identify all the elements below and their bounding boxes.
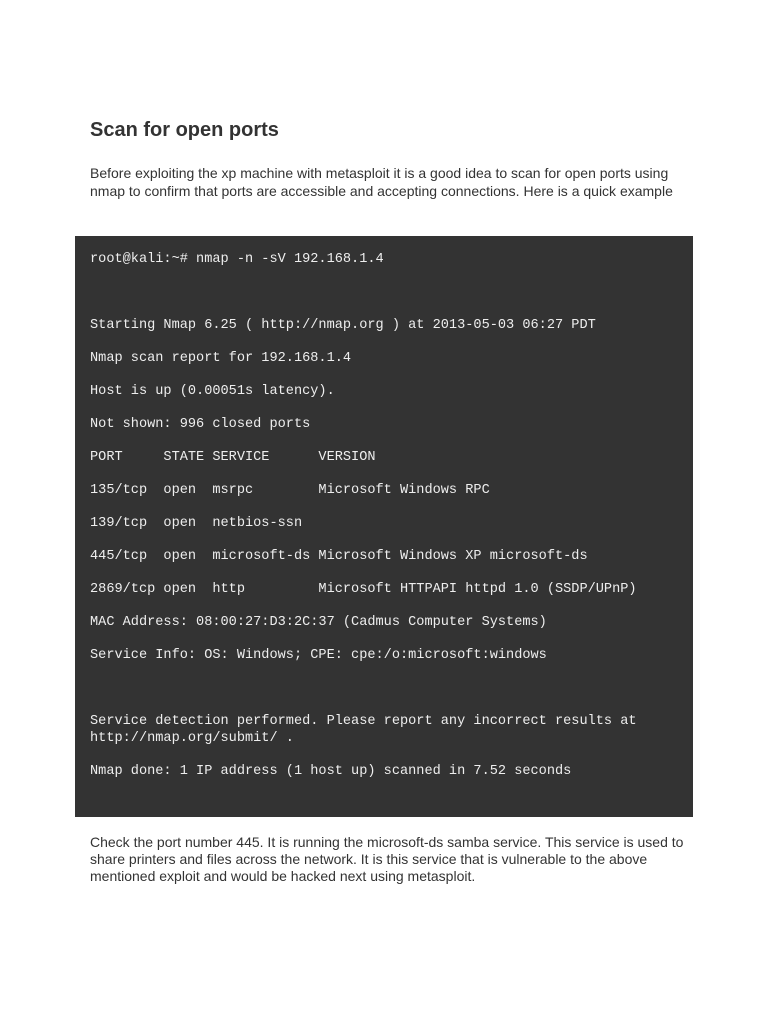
terminal-port-row: 139/tcp open netbios-ssn xyxy=(90,516,303,531)
terminal-host-up-line: Host is up (0.00051s latency). xyxy=(90,384,335,399)
terminal-done-line: Nmap done: 1 IP address (1 host up) scanned in 7.52 seconds xyxy=(90,763,572,779)
terminal-blank-gap xyxy=(90,285,675,318)
terminal-not-shown-line: Not shown: 996 closed ports xyxy=(90,417,311,432)
terminal-service-info-line: Service Info: OS: Windows; CPE: cpe:/o:microsoft:windows xyxy=(90,648,547,663)
terminal-starting-line: Starting Nmap 6.25 ( http://nmap.org ) at 2013-05-03 06:27 PDT xyxy=(90,318,596,333)
terminal-mac-line: MAC Address: 08:00:27:D3:2C:37 (Cadmus Computer Systems) xyxy=(90,615,547,630)
terminal-port-row: 445/tcp open microsoft-ds Microsoft Windows XP microsoft-ds xyxy=(90,549,588,564)
terminal-detection-line: Service detection performed. Please report any incorrect results at http://nmap.org/submit/ . xyxy=(90,714,645,746)
terminal-port-row: 135/tcp open msrpc Microsoft Windows RPC xyxy=(90,483,490,498)
terminal-report-line: Nmap scan report for 192.168.1.4 xyxy=(90,351,352,366)
terminal-blank-gap xyxy=(90,681,675,714)
section-heading: Scan for open ports xyxy=(90,119,279,141)
intro-paragraph: Before exploiting the xp machine with metasploit it is a good idea to scan for open ports using nmap to confirm that ports are accessible and accepting connections. Here is a quick example xyxy=(90,165,673,199)
terminal-command-line: root@kali:~# nmap -n -sV 192.168.1.4 xyxy=(90,252,384,267)
terminal-port-row: 2869/tcp open http Microsoft HTTPAPI httpd 1.0 (SSDP/UPnP) xyxy=(90,582,637,597)
outro-paragraph: Check the port number 445. It is running the microsoft-ds samba service. This service is used to share printers and files across the network. It is this service that is vulnerable to the above mentioned exploit and would be hacked next using metasploit. xyxy=(90,834,684,884)
terminal-output-block xyxy=(75,236,693,817)
terminal-table-header: PORT STATE SERVICE VERSION xyxy=(90,450,376,465)
